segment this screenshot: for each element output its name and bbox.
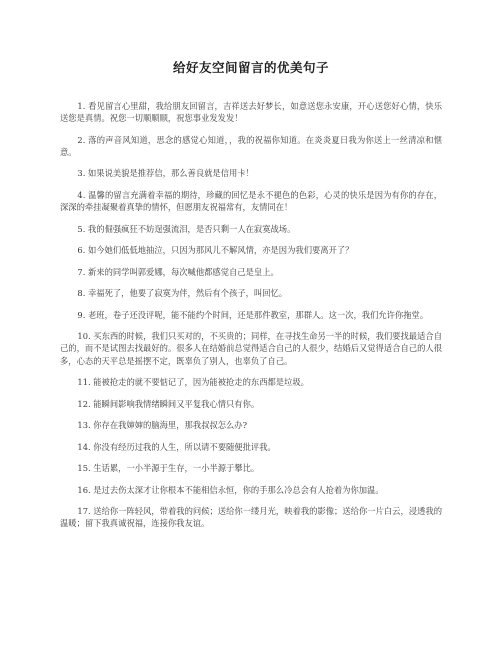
paragraph-7: 7. 新来的同学叫郭爱娜，每次喊他都感觉自己是皇上。	[77, 266, 279, 277]
paragraph-5: 5. 我的倔强疯狂不妨逞强流泪，是否只剩一人在寂寞战场。	[77, 223, 296, 234]
paragraph-11: 11. 能被抢走的就不要惦记了，因为能被抢走的东西都是垃圾。	[77, 377, 309, 388]
paragraph-2: 2. 落的声音风知道，思念的感觉心知道，，我的祝福你知道。在炎炎夏日我为你送上一丝清凉和惬意。	[60, 134, 442, 157]
paragraph-12: 12. 能瞬间影响我情绪瞬间又平复我心情只有你。	[77, 398, 260, 409]
paragraph-14: 14. 你没有经历过我的人生，所以请不要随便批评我。	[77, 441, 276, 452]
paragraph-4: 4. 温馨的留言充满着幸福的期待，珍藏的回忆是永不褪色的色彩，心灵的快乐是因为有你的存在，深深的牵挂凝聚着真挚的情怀，但愿朋友祝福常有，友情同在！	[60, 189, 442, 213]
paragraph-1: 1. 看见留言心里甜，我给朋友回留言，吉祥送去好梦长，如意送您永安康，开心送您好心情，快乐送您是真情。祝您一切顺顺顺，祝您事业发发发！	[60, 101, 442, 124]
document-body	[60, 100, 442, 539]
paragraph-8: 8. 幸福死了，他要了寂寞为伴，然后有个孩子，叫回忆。	[77, 288, 288, 299]
paragraph-13: 13. 你存在我婶婶的脑海里，那我叔叔怎么办?	[77, 420, 248, 431]
paragraph-17: 17. 送给你一阵轻风，带着我的问候；送给你一缕月光，映着我的影像；送给你一片白云，浸透我的温暖；留下我真诚祝福，连接你我友谊。	[60, 506, 442, 529]
paragraph-16: 16. 是过去伤太深才让你根本不能相信永恒，你的手那么冷总会有人抢着为你加温。	[77, 484, 384, 495]
paragraph-3: 3. 如果说美貌是推荐信，那么善良就是信用卡！	[77, 168, 254, 179]
paragraph-9: 9. 老班，卷子还没评呢，能不能约个时间，还是那件教室，那群人。这一次，我们允许你拖堂。	[77, 309, 429, 320]
paragraph-10: 10. 买东西的时候，我们只买对的，不买贵的；同样，在寻找生命另一半的时候，我们要找最适合自己的，而不是试图去找最好的。很多人在结婚前总觉得适合自己的人很少，结婚后又觉得适合自己的人很多，心态的天平总是摇摆不定，既辜负了别人，也辜负了自己。	[60, 331, 442, 366]
paragraph-6: 6. 如今她们低低地抽泣，只因为那风儿不解风情，亦是因为我们要离开了？	[77, 245, 354, 256]
paragraph-15: 15. 生话累，一小半源于生存，一小半源于攀比。	[77, 463, 260, 474]
document-title: 给好友空间留言的优美句子	[172, 60, 329, 75]
